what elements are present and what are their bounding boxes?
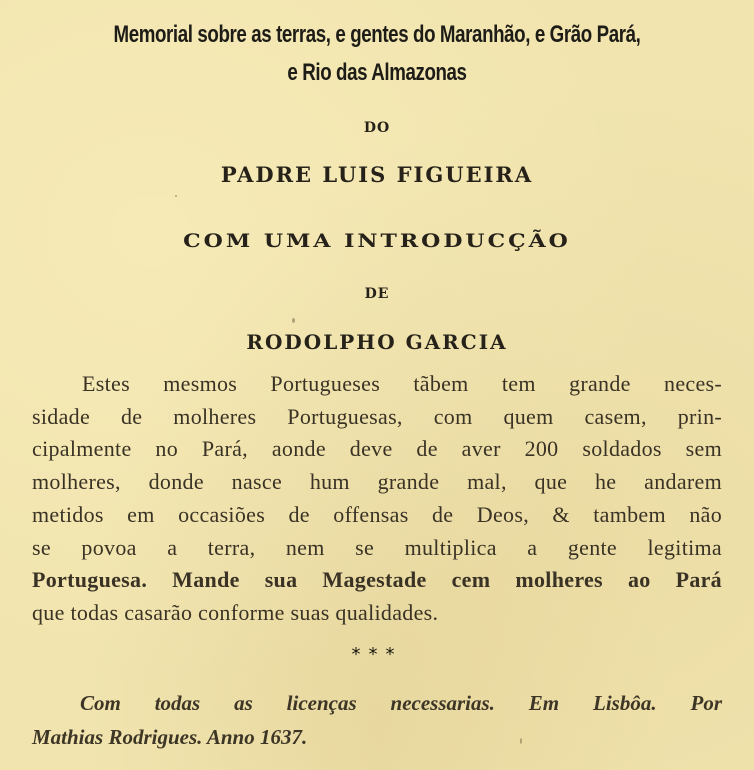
excerpt-line: se povoa a terra, nem se multiplica a gente legitima [32,534,722,560]
excerpt-line: metidos em occasiões de offensas de Deos, & tambem não [32,501,722,527]
paper-speck [175,195,177,197]
of-label: DE [364,286,390,302]
excerpt-line: sidade de molheres Portuguesas, com quem casem, prin- [32,403,722,429]
excerpt-paragraph [32,368,722,630]
by-label: DO [363,120,391,136]
paper-speck [292,318,295,323]
imprint-line: Mathias Rodrigues. Anno 1637. [32,725,308,749]
excerpt-line: molheres, donde nasce hum grande mal, que he andarem [32,469,722,495]
introduction-author: RODOLPHO GARCIA [246,330,508,354]
asterism-ornament: *** [351,644,403,665]
paper-speck [520,738,522,744]
document-title-line-1: Memorial sobre as terras, e gentes do Maranhão, e Grão Pará, [113,21,641,48]
imprint-line: Com todas as licenças necessarias. Em Lisbôa. Por [80,691,722,715]
document-title-line-2: e Rio das Almazonas [287,59,467,86]
introduction-heading: COM UMA INTRODUCÇÃO [183,229,571,253]
excerpt-line: que todas casarão conforme suas qualidades. [32,599,439,625]
excerpt-line: Portuguesa. Mande sua Magestade cem molheres ao Pará [32,567,722,593]
imprint-paragraph [32,686,722,754]
excerpt-line: Estes mesmos Portugueses tãbem tem grande neces- [82,371,722,396]
excerpt-line: cipalmente no Pará, aonde deve de aver 200 soldados sem [32,436,722,462]
author-name: PADRE LUIS FIGUEIRA [220,162,534,187]
